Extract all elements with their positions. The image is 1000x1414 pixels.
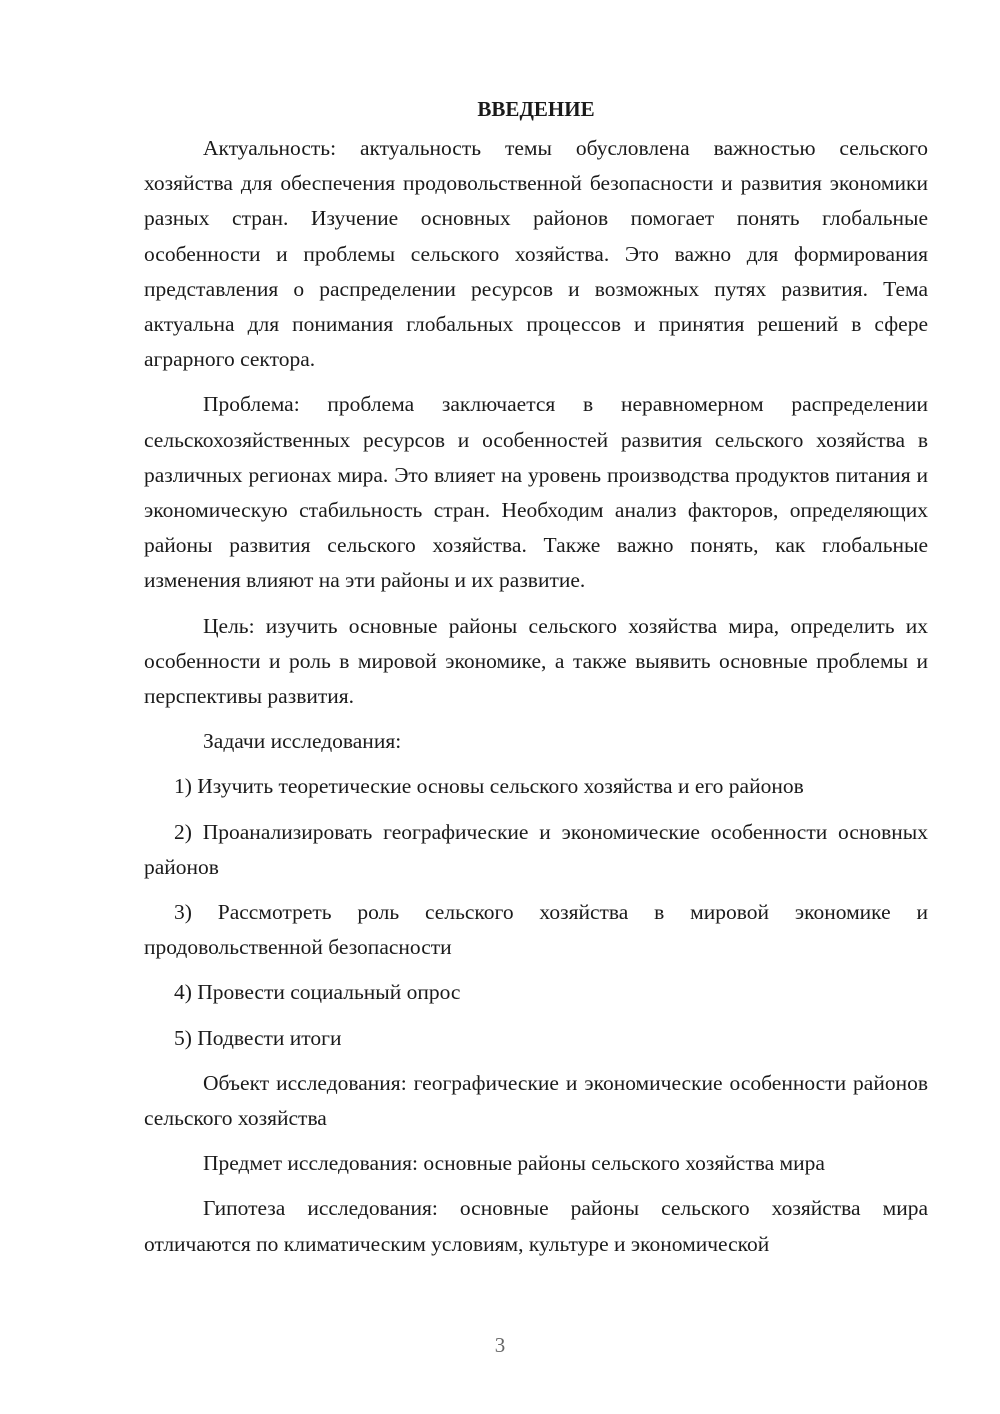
paragraph-hypothesis: Гипотеза исследования: основные районы сельского хозяйства мира отличаются по климатическим условиям, культуре и экономической bbox=[144, 1196, 928, 1256]
task-item-3: 3) Рассмотреть роль сельского хозяйства в мировой экономике и продовольственной безопасности bbox=[144, 900, 928, 960]
task-item-4: 4) Провести социальный опрос bbox=[174, 980, 461, 1005]
paragraph-problem: Проблема: проблема заключается в неравномерном распределении сельскохозяйственных ресурсов и особенностей развития сельского хозяйства в различных регионах мира. Это влияет на уровень производства продуктов питания и экономическую стабильность стран. Необходим анализ факторов, определяющих районы развития сельского хозяйства. Также важно понять, как глобальные изменения влияют на эти районы и их развитие. bbox=[144, 392, 928, 593]
paragraph-object: Объект исследования: географические и экономические особенности районов сельского хозяйства bbox=[144, 1070, 928, 1131]
paragraph-relevance: Актуальность: актуальность темы обусловлена важностью сельского хозяйства для обеспечения продовольственной безопасности и развития экономики разных стран. Изучение основных районов помогает понять глобальные особенности и проблемы сельского хозяйства. Это важно для формирования представления о распределении ресурсов и возможных путях развития. Тема актуальна для понимания глобальных процессов и принятия решений в сфере аграрного сектора. bbox=[144, 136, 928, 372]
task-item-2: 2) Проанализировать географические и экономические особенности основных районов bbox=[144, 819, 928, 879]
task-item-5: 5) Подвести итоги bbox=[174, 1025, 342, 1050]
paragraph-goal: Цель: изучить основные районы сельского хозяйства мира, определить их особенности и роль в мировой экономике, а также выявить основные проблемы и перспективы развития. bbox=[144, 613, 928, 709]
paragraph-subject: Предмет исследования: основные районы сельского хозяйства мира bbox=[203, 1151, 825, 1176]
task-item-1: 1) Изучить теоретические основы сельского хозяйства и его районов bbox=[174, 774, 804, 799]
page-title: ВВЕДЕНИЕ bbox=[477, 97, 595, 121]
document-page bbox=[144, 92, 928, 1262]
page-number: 3 bbox=[494, 1333, 506, 1357]
tasks-heading: Задачи исследования: bbox=[203, 729, 402, 754]
